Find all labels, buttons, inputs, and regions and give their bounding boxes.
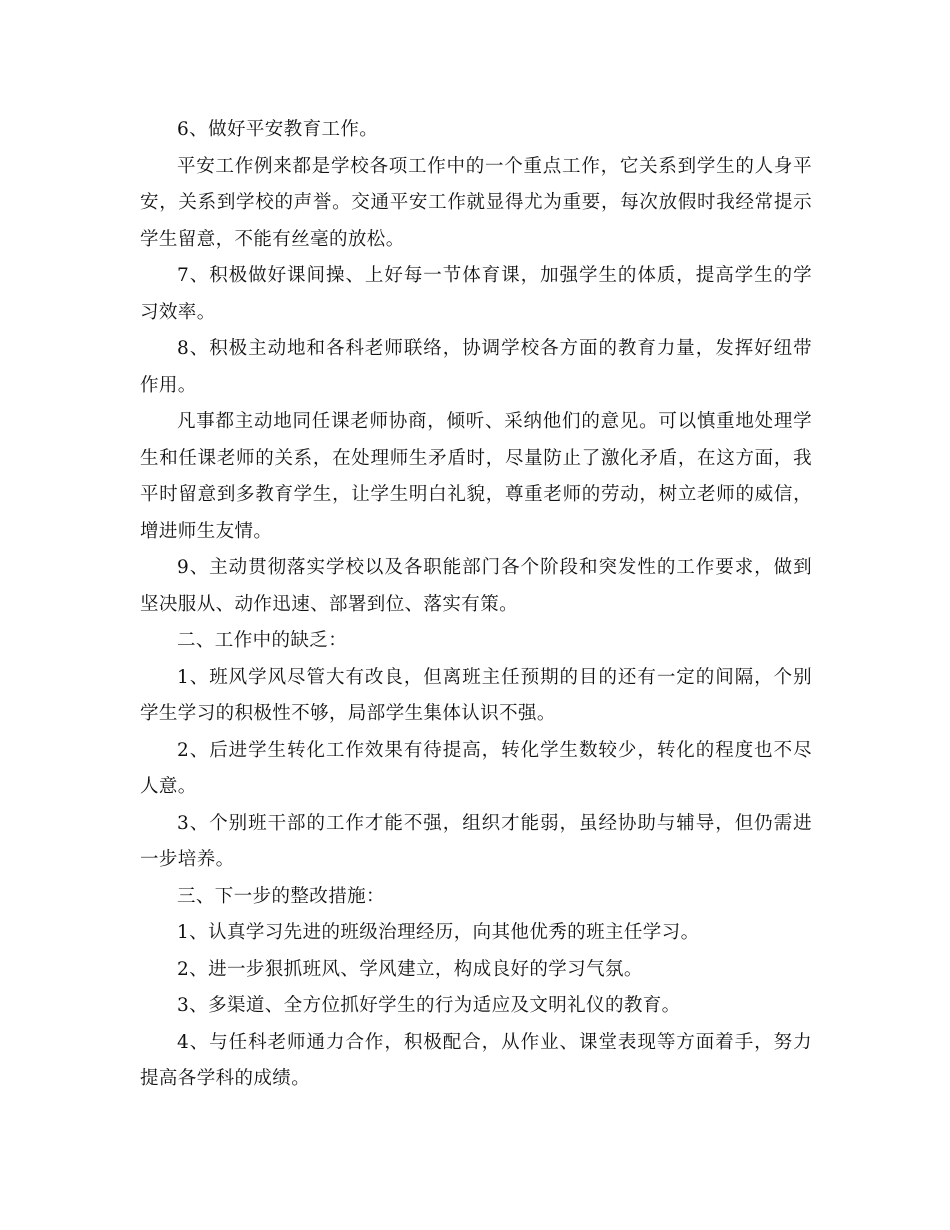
paragraph-shortcoming-3: 3、个别班干部的工作才能不强，组织才能弱，虽经协助与辅导，但仍需进一步培养。 [140, 812, 812, 870]
paragraph-safety-body: 平安工作例来都是学校各项工作中的一个重点工作，它关系到学生的人身平安，关系到学校的声誉。交通平安工作就显得尤为重要，每次放假时我经常提示学生留意，不能有丝毫的放松。 [140, 155, 812, 250]
paragraph-measure-4: 4、与任科老师通力合作，积极配合，从作业、课堂表现等方面着手，努力提高各学科的成绩。 [140, 1031, 812, 1089]
paragraph-implementation: 9、主动贯彻落实学校以及各职能部门各个阶段和突发性的工作要求，做到坚决服从、动作迅速、部署到位、落实有策。 [140, 557, 812, 615]
document-body [140, 112, 812, 1098]
section-heading-measures: 三、下一步的整改措施： [177, 885, 385, 907]
paragraph-shortcoming-1: 1、班风学风尽管大有改良，但离班主任预期的目的还有一定的间隔，个别学生学习的积极性不够，局部学生集体认识不强。 [140, 666, 812, 724]
paragraph-measure-1: 1、认真学习先进的班级治理经历，向其他优秀的班主任学习。 [177, 922, 700, 943]
section-heading-shortcomings: 二、工作中的缺乏： [177, 630, 348, 651]
paragraph-safety-heading: 6、做好平安教育工作。 [177, 119, 379, 140]
paragraph-measure-3: 3、多渠道、全方位抓好学生的行为适应及文明礼仪的教育。 [177, 995, 681, 1016]
paragraph-teacher-consult: 凡事都主动地同任课老师协商，倾听、采纳他们的意见。可以慎重地处理学生和任课老师的关系，在处理师生矛盾时，尽量防止了激化矛盾，在这方面，我平时留意到多教育学生，让学生明白礼貌，尊重老师的劳动，树立老师的威信，增进师生友情。 [140, 411, 812, 542]
paragraph-teacher-liaison: 8、积极主动地和各科老师联络，协调学校各方面的教育力量，发挥好纽带作用。 [140, 338, 812, 396]
paragraph-exercise: 7、积极做好课间操、上好每一节体育课，加强学生的体质，提高学生的学习效率。 [140, 265, 812, 323]
paragraph-measure-2: 2、进一步狠抓班风、学风建立，构成良好的学习气氛。 [177, 958, 643, 980]
paragraph-shortcoming-2: 2、后进学生转化工作效果有待提高，转化学生数较少，转化的程度也不尽人意。 [140, 739, 812, 797]
